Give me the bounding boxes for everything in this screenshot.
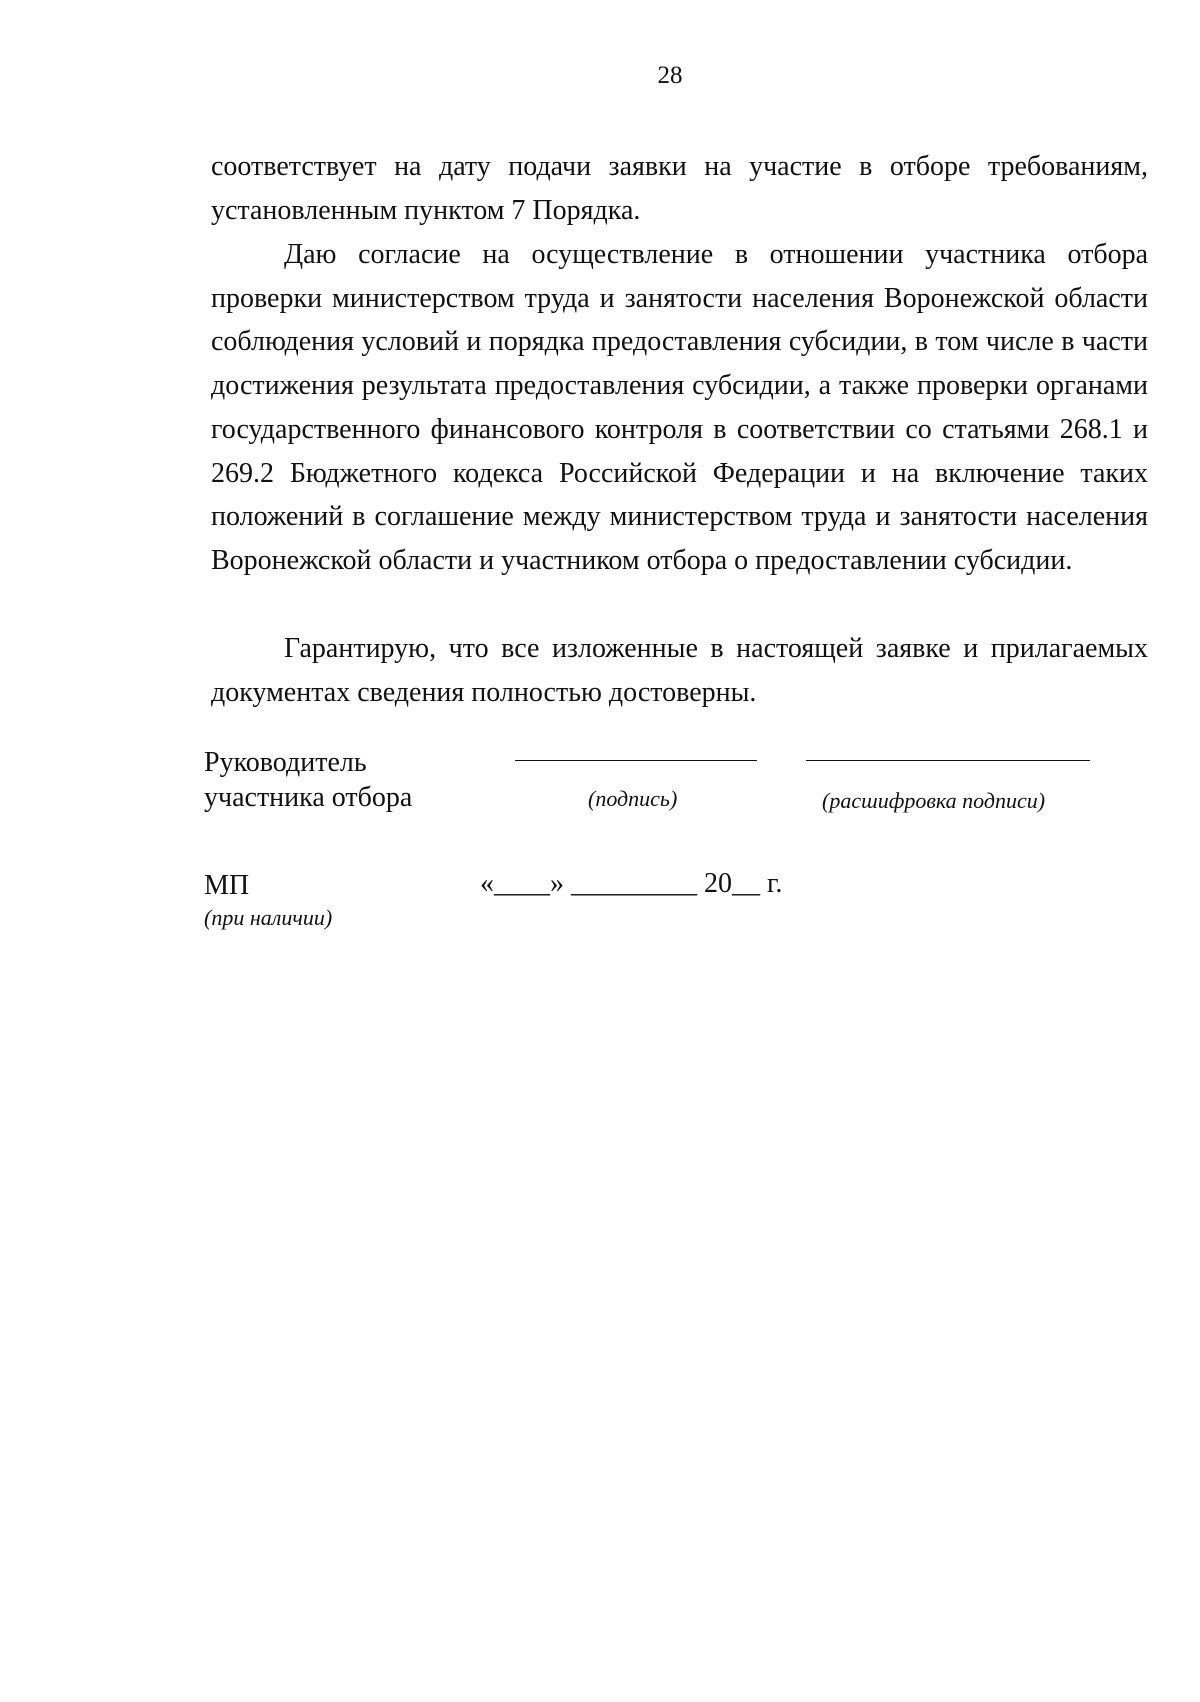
page-number: 28 xyxy=(657,62,683,89)
signature-decode-caption: (расшифровка подписи) xyxy=(822,788,1046,813)
signatory-label-line1: Руководитель xyxy=(204,747,367,778)
date-line: «____» _________ 20__ г. xyxy=(480,868,783,899)
stamp-note: (при наличии) xyxy=(204,905,333,930)
signature-caption: (подпись) xyxy=(588,786,678,811)
stamp-label: МП xyxy=(204,870,250,901)
paragraph-guarantee: Гарантирую, что все изложенные в настоящей заявке и прилагаемых документах сведения полностью достоверны. xyxy=(211,633,1148,708)
signature-decode-line xyxy=(806,760,1090,761)
paragraph-consent: Даю согласие на осуществление в отношении участника отбора проверки министерством труда и занятости населения Воронежской области соблюдения условий и порядка предоставления субсидии, в том числе в части достижения результата предоставления субсидии, а также проверки органами государственного финансового контроля в соответствии со статьями 268.1 и 269.2 Бюджетного кодекса Российской Федерации и на включение таких положений в соглашение между министерством труда и занятости населения Воронежской области и участником отбора о предоставлении субсидии. xyxy=(211,239,1148,576)
signature-line xyxy=(515,760,757,761)
signatory-label xyxy=(204,745,412,815)
paragraph-requirements: соответствует на дату подачи заявки на участие в отборе требованиям, установленным пунктом 7 Порядка. xyxy=(211,151,1148,226)
signatory-label-line2: участника отбора xyxy=(204,782,413,813)
